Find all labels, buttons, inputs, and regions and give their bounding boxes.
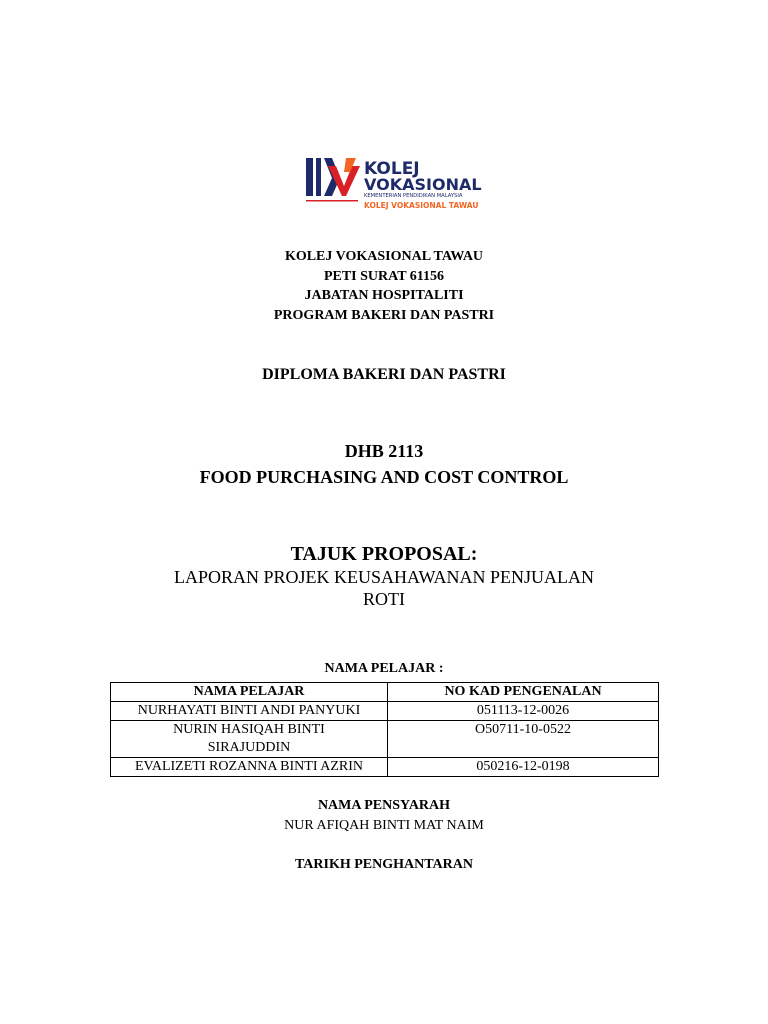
department: JABATAN HOSPITALITI	[304, 288, 464, 303]
course-code: DHB 2113	[344, 441, 424, 461]
table-row	[111, 758, 659, 777]
student-ic: O50711-10-0522	[388, 721, 659, 758]
student-name	[111, 721, 388, 758]
student-ic: 050216-12-0198	[388, 758, 659, 777]
student-name-line1: NURIN HASIQAH BINTI	[173, 722, 325, 737]
proposal-title-line1: LAPORAN PROJEK KEUSAHAWANAN PENJUALAN	[173, 567, 595, 587]
college-name: KOLEJ VOKASIONAL TAWAU	[284, 249, 484, 264]
program: PROGRAM BAKERI DAN PASTRI	[273, 307, 495, 323]
student-ic: 051113-12-0026	[388, 702, 659, 721]
header-name: NAMA PELAJAR	[111, 683, 388, 702]
students-table	[110, 682, 659, 777]
logo-campus-text: KOLEJ VOKASIONAL TAWAU	[364, 201, 479, 210]
student-name: NURHAYATI BINTI ANDI PANYUKI	[111, 702, 388, 721]
header-ic: NO KAD PENGENALAN	[388, 683, 659, 702]
proposal-title-line2: ROTI	[363, 589, 405, 609]
table-row	[111, 721, 659, 758]
student-name-line2: SIRAJUDDIN	[207, 740, 291, 755]
college-logo	[306, 156, 502, 214]
lecturer-label: NAMA PENSYARAH	[317, 798, 451, 813]
logo-ministry-text: KEMENTERIAN PENDIDIKAN MALAYSIA	[364, 193, 463, 199]
student-name: EVALIZETI ROZANNA BINTI AZRIN	[111, 758, 388, 777]
po-box: PETI SURAT 61156	[323, 268, 445, 284]
course-name: FOOD PURCHASING AND COST CONTROL	[199, 467, 569, 487]
students-label: NAMA PELAJAR :	[324, 661, 444, 676]
lecturer-name: NUR AFIQAH BINTI MAT NAIM	[284, 818, 484, 833]
submission-date-label: TARIKH PENGHANTARAN	[295, 857, 473, 872]
college-header	[0, 247, 768, 325]
proposal-label: TAJUK PROPOSAL:	[290, 543, 478, 565]
table-row	[111, 702, 659, 721]
logo-kolej-text: KOLEJ	[364, 159, 420, 179]
table-header-row	[111, 683, 659, 702]
diploma-title: DIPLOMA BAKERI DAN PASTRI	[262, 366, 506, 383]
kv-emblem-icon	[306, 158, 360, 196]
logo-vokasional-text: VOKASIONAL	[364, 175, 482, 194]
proposal-title	[0, 566, 768, 610]
